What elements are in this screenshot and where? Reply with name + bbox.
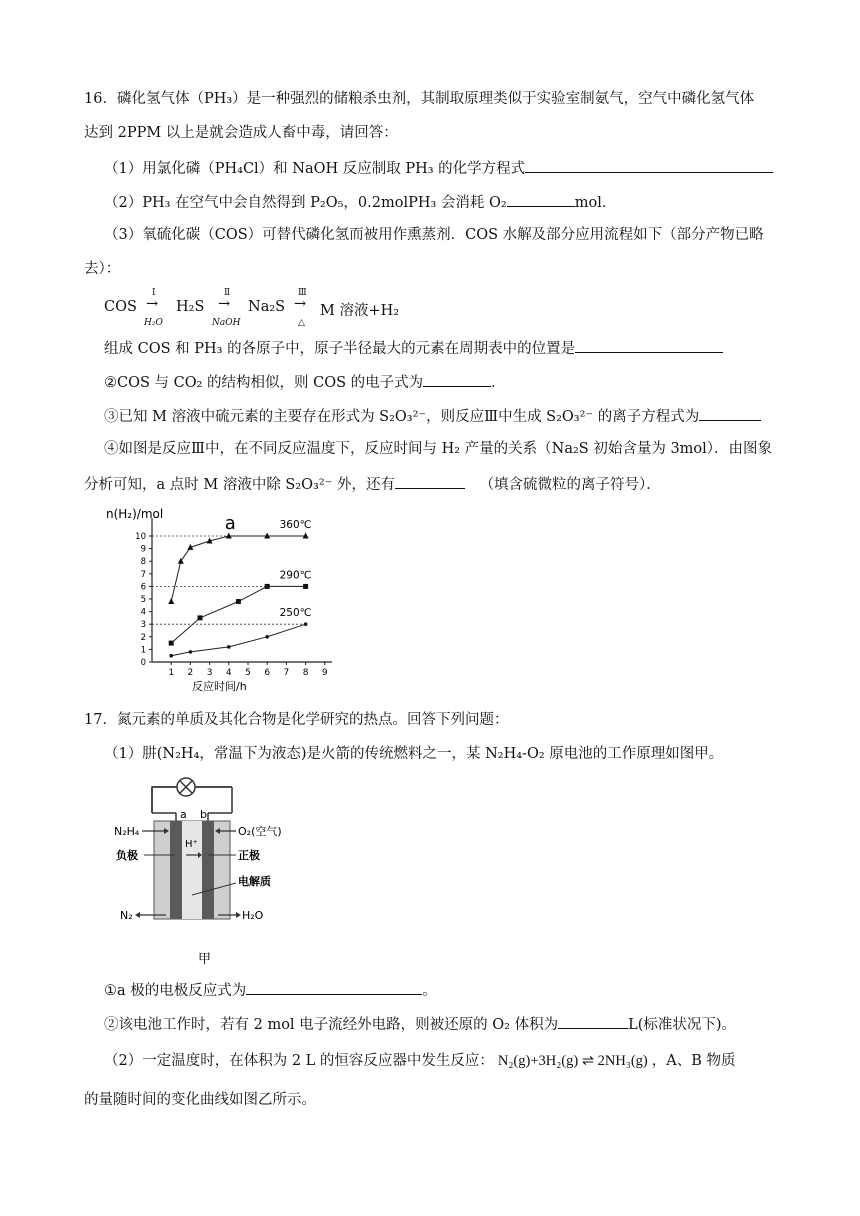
q16-part-2: （2）PH₃ 在空气中会自然得到 P₂O₅，0.2molPH₃ 会消耗 O₂ mol． xyxy=(104,191,616,213)
y-tick-label: 8 xyxy=(140,557,146,568)
electrolyte-label: 电解质 xyxy=(238,875,271,888)
o2-label: O₂(空气) xyxy=(238,825,282,838)
n2-label: N₂ xyxy=(120,909,133,922)
answer-blank[interactable] xyxy=(575,337,723,353)
h2-yield-chart xyxy=(96,500,326,700)
answer-blank[interactable] xyxy=(246,979,422,995)
q16-sub-4-b: 分析可知，a 点时 M 溶液中除 S₂O₃²⁻ 外，还有 （填含硫微粒的离子符号）． xyxy=(84,473,661,495)
y-tick-label: 7 xyxy=(140,569,146,580)
answer-blank[interactable] xyxy=(423,371,491,387)
x-tick-label: 9 xyxy=(321,668,328,678)
data-point xyxy=(189,650,193,654)
flow-cos: COS xyxy=(104,299,137,315)
q16-intro-2: 达到 2PPM 以上是就会造成人畜中毒，请回答： xyxy=(84,125,398,141)
data-point xyxy=(227,645,231,649)
q16-part-1: （1）用氯化磷（PH₄Cl）和 NaOH 反应制取 PH₃ 的化学方程式 xyxy=(104,157,773,179)
flow-cond-3: △ xyxy=(298,318,305,328)
n2h4-label: N₂H₄ xyxy=(114,825,140,838)
data-point xyxy=(304,622,308,626)
flow-cond-1: H₂O xyxy=(144,318,163,328)
series-label: 250℃ xyxy=(279,607,312,620)
x-tick-label: 3 xyxy=(206,668,213,678)
y-tick-label: 0 xyxy=(140,658,146,668)
answer-blank[interactable] xyxy=(507,191,575,207)
y-tick-label: 4 xyxy=(140,607,146,618)
flow-arrow-1: → xyxy=(146,296,159,312)
electrode-label-b: b xyxy=(200,808,207,821)
q17-part-2-b: 的量随时间的变化曲线如图乙所示。 xyxy=(84,1092,316,1108)
q16-intro-1: 16．磷化氢气体（PH₃）是一种强烈的储粮杀虫剂，其制取原理类似于实验室制氨气，空气中磷化氢气体 xyxy=(84,91,755,107)
data-point xyxy=(198,615,203,620)
y-axis-label: n(H₂)/mol xyxy=(106,507,164,521)
answer-blank[interactable] xyxy=(699,405,761,421)
reaction-flow xyxy=(104,290,404,340)
q16-sub-0: 组成 COS 和 PH₃ 的各原子中，原子半径最大的元素在周期表中的位置是 xyxy=(104,337,723,359)
flow-arrow-2: → xyxy=(218,296,231,312)
flow-m-solution: M 溶液+H₂ xyxy=(320,303,400,319)
q17-part-2-a: （2）一定温度时，在体积为 2 L 的恒容反应器中发生反应： N₂(g)+3H₂(g) ⇌ 2NH₃(g) ，A、B 物质 xyxy=(104,1053,736,1069)
x-tick-label: 7 xyxy=(283,668,290,678)
diagram-caption: 甲 xyxy=(198,952,212,967)
x-axis-label: 反应时间/h xyxy=(192,680,247,693)
x-tick-label: 6 xyxy=(264,668,271,678)
y-tick-label: 2 xyxy=(140,632,146,643)
series-label: 290℃ xyxy=(279,569,312,582)
x-tick-label: 2 xyxy=(187,668,194,678)
q16-sub-3: ③已知 M 溶液中硫元素的主要存在形式为 S₂O₃²⁻，则反应Ⅲ中生成 S₂O₃²⁻ 的离子方程式为 xyxy=(104,405,761,427)
x-tick-label: 5 xyxy=(245,668,251,678)
electrode-a xyxy=(170,821,182,919)
electrolyte-region xyxy=(182,821,202,919)
negative-electrode-label: 负极 xyxy=(116,849,138,862)
q17-sub-1: ①a 极的电极反应式为 。 xyxy=(104,979,437,1001)
n2-arrowhead xyxy=(135,912,140,918)
answer-blank[interactable] xyxy=(525,157,773,173)
data-point xyxy=(265,584,270,589)
y-tick-label: 1 xyxy=(140,645,146,656)
q16-part-3-a: （3）氧硫化碳（COS）可替代磷化氢而被用作熏蒸剂．COS 水解及部分应用流程如下（部分产物已略 xyxy=(104,227,764,243)
q17-part-1: （1）肼(N₂H₄，常温下为液态)是火箭的传统燃料之一，某 N₂H₄-O₂ 原电池的工作原理如图甲。 xyxy=(104,746,724,762)
point-a-label: a xyxy=(224,513,236,534)
q16-sub-4-a: ④如图是反应Ⅲ中，在不同反应温度下，反应时间与 H₂ 产量的关系（Na₂S 初始含量为 3mol）．由图象 xyxy=(104,441,773,457)
y-tick-label: 3 xyxy=(140,620,146,631)
hplus-label: H⁺ xyxy=(185,839,198,850)
y-tick-label: 10 xyxy=(135,532,146,542)
h2o-label: H₂O xyxy=(242,909,264,922)
q16-part-3-b: 去）： xyxy=(84,261,121,277)
flow-step-1: Ⅰ xyxy=(152,288,156,298)
answer-blank[interactable] xyxy=(395,473,465,489)
lamp-icon xyxy=(177,778,195,796)
flow-na2s: Na₂S xyxy=(248,299,286,315)
flow-step-3: Ⅲ xyxy=(298,288,307,298)
fuel-cell-diagram xyxy=(110,775,310,970)
h2o-arrowhead xyxy=(236,912,241,918)
series-label: 360℃ xyxy=(279,519,312,531)
flow-step-2: Ⅱ xyxy=(224,288,231,298)
x-tick-label: 4 xyxy=(225,668,232,678)
x-tick-label: 8 xyxy=(302,668,309,678)
q16-sub-2: ②COS 与 CO₂ 的结构相似，则 COS 的电子式为 ． xyxy=(104,371,506,393)
data-point xyxy=(168,598,174,604)
y-tick-label: 6 xyxy=(140,582,146,593)
q17-sub-2: ②该电池工作时，若有 2 mol 电子流经外电路，则被还原的 O₂ 体积为 L(标准状况下)。 xyxy=(104,1013,736,1035)
data-point xyxy=(169,641,174,646)
electrode-label-a: a xyxy=(180,808,187,821)
data-point xyxy=(265,635,269,639)
q17-intro: 17．氮元素的单质及其化合物是化学研究的热点。回答下列问题： xyxy=(84,712,509,728)
data-point xyxy=(169,654,173,658)
positive-electrode-label: 正极 xyxy=(238,849,260,862)
flow-arrow-3: → xyxy=(294,296,307,312)
y-tick-label: 5 xyxy=(140,595,146,605)
reaction-equation: N₂(g)+3H₂(g) ⇌ 2NH₃(g) xyxy=(497,1053,648,1069)
data-point xyxy=(236,599,241,604)
x-tick-label: 1 xyxy=(168,668,175,678)
electrode-b xyxy=(202,821,214,919)
y-tick-label: 9 xyxy=(140,544,146,555)
data-point xyxy=(303,584,308,589)
answer-blank[interactable] xyxy=(558,1013,628,1029)
flow-h2s: H₂S xyxy=(176,299,205,315)
flow-cond-2: NaOH xyxy=(212,318,241,328)
